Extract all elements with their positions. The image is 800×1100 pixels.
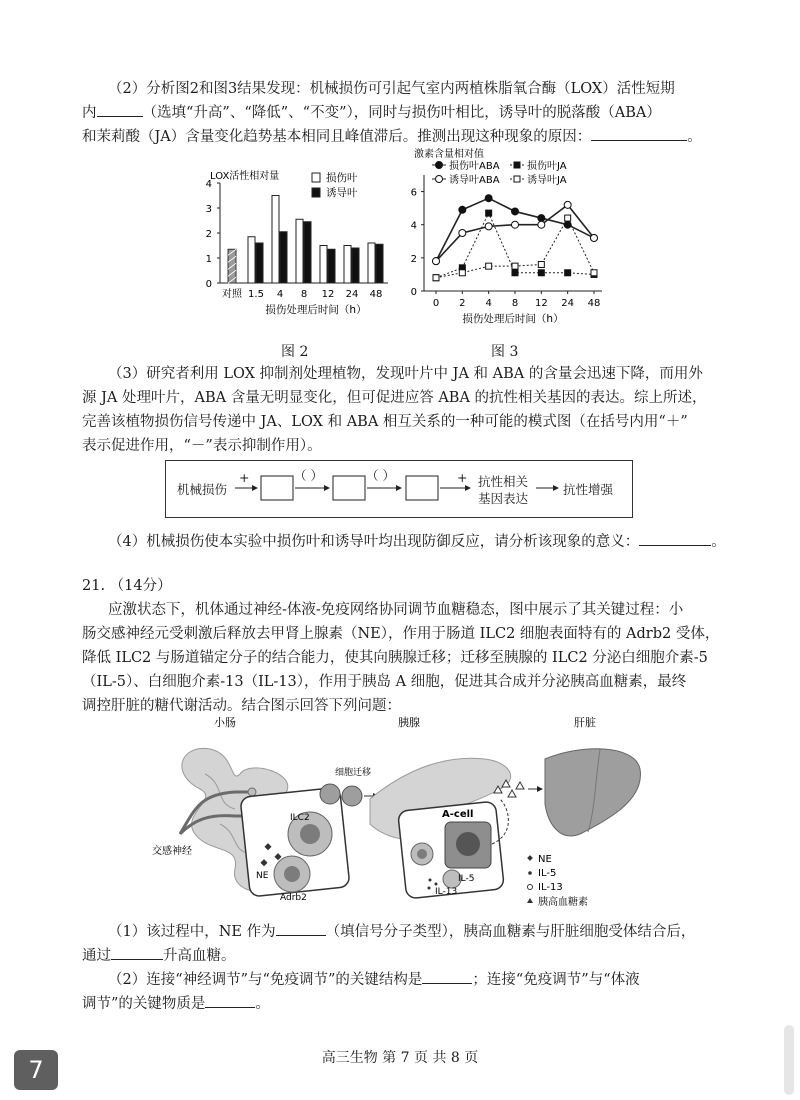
fig3-point xyxy=(486,263,492,269)
q2-line3 xyxy=(82,125,702,146)
fig2-caption: 图 2 xyxy=(281,344,309,360)
q21-p5: 调控肝脏的糖代谢活动。结合图示回答下列问题： xyxy=(82,698,401,714)
fig2-bar xyxy=(328,249,335,283)
fig3-point xyxy=(459,206,466,213)
nerve-label: 交感神经 xyxy=(152,846,192,857)
fig2-legend-label: 损伤叶 xyxy=(326,172,358,184)
fig3-legend-label: 诱导叶JA xyxy=(527,175,567,186)
fig3-point xyxy=(591,270,597,276)
fig2-bar xyxy=(248,237,255,283)
flow-paren-1: （ ） xyxy=(294,468,323,483)
page-number-badge[interactable]: 7 xyxy=(14,1050,58,1090)
q21-p3: 降低 ILC2 与肠道锚定分子的结合能力，使其向胰腺迁移；迁移至胰腺的 ILC2 分泌白细胞介素-5 xyxy=(82,650,708,666)
answer-blank xyxy=(205,993,255,1008)
legend-il13: IL-13 xyxy=(538,882,563,893)
q3-line1: （3）研究者利用 LOX 抑制剂处理植物，发现叶片中 JA 和 ABA 的含量会迅速下降，而用外 xyxy=(108,366,703,382)
answer-blank xyxy=(276,921,326,936)
flow-paren-2: （ ） xyxy=(366,468,395,483)
scrollbar[interactable] xyxy=(784,1025,794,1095)
fig3-point xyxy=(459,270,465,276)
fig2-ytick-label: 2 xyxy=(205,229,212,240)
fig2-xtick-label: 12 xyxy=(321,289,335,300)
fig3-point xyxy=(512,263,518,269)
fig3-point xyxy=(538,270,544,276)
fig3-point xyxy=(512,270,518,276)
fig3-xtick-label: 2 xyxy=(459,298,466,309)
fig3-ytick-label: 6 xyxy=(410,187,417,199)
fig3-xtick-label: 4 xyxy=(485,298,492,309)
fig2-xlabel: 损伤处理后时间（h） xyxy=(265,304,367,316)
fig3-xlabel: 损伤处理后时间（h） xyxy=(462,313,564,325)
q2-line2-start: 内 xyxy=(82,105,97,121)
flow-plus-1: + xyxy=(239,470,250,485)
fig2-bar xyxy=(296,219,303,283)
il13-tag: IL-13 xyxy=(435,887,458,897)
fig2-bar xyxy=(304,222,311,283)
fig2-xtick-label: 24 xyxy=(345,289,359,300)
answer-blank xyxy=(591,126,687,141)
fig3-legend-marker xyxy=(514,176,520,182)
fig3-point xyxy=(486,210,492,216)
q21-2-text-d: 。 xyxy=(255,996,270,1012)
small-intestine-label: 小肠 xyxy=(214,716,236,729)
q21-1-text-c: 通过 xyxy=(82,948,111,964)
fig3-ytick-label: 2 xyxy=(410,253,417,265)
fig3-legend-marker xyxy=(436,176,443,183)
q2-line3-end: 。 xyxy=(687,129,702,145)
fig2-legend-swatch xyxy=(312,188,320,197)
fig3-xtick-label: 8 xyxy=(511,298,519,309)
neuro-immune-diagram xyxy=(140,714,660,914)
pancreas-label: 胰腺 xyxy=(398,716,420,729)
fig2-bar xyxy=(368,243,375,283)
fig3-point xyxy=(538,221,545,228)
q21-p2: 肠交感神经元受刺激后释放去甲肾上腺素（NE），作用于肠道 ILC2 细胞表面特有的 Adrb2 受体， xyxy=(82,626,720,642)
q4-text: （4）机械损伤使本实验中损伤叶和诱导叶均出现防御反应，请分析该现象的意义： xyxy=(108,534,640,550)
fig2-legend-label: 诱导叶 xyxy=(326,187,358,199)
fig3-point xyxy=(512,208,519,215)
q21-p4: （IL-5）、白细胞介素-13（IL-13），作用于胰岛 A 细胞，促进其合成并分泌胰高血糖素，最终 xyxy=(82,674,687,690)
fig2-bar xyxy=(376,244,383,283)
fig3-point xyxy=(565,270,571,276)
adrb2-label: Adrb2 xyxy=(280,893,307,903)
fig2-bar-chart xyxy=(190,165,400,333)
fig2-xtick-label: 对照 xyxy=(222,289,242,300)
fig3-point xyxy=(538,215,545,222)
fig2-bar xyxy=(320,246,327,284)
fig3-point xyxy=(538,261,544,267)
fig2-bar xyxy=(280,232,287,283)
fig2-ytick-label: 4 xyxy=(205,179,212,190)
liver-shape xyxy=(545,749,640,836)
q2-line3-start: 和茉莉酸（JA）含量变化趋势基本相同且峰值滞后。推测出现这种现象的原因： xyxy=(82,129,592,145)
q4-end: 。 xyxy=(711,534,726,550)
liver-label: 肝脏 xyxy=(574,716,596,729)
migrating-cell xyxy=(342,786,362,806)
q21-1-line2 xyxy=(82,944,236,965)
fig3-caption: 图 3 xyxy=(491,344,519,360)
fig3-ytick-label: 0 xyxy=(410,287,417,298)
q21-2-text-b: ；连接“免疫调节”与“体液 xyxy=(472,972,640,988)
fig3-point xyxy=(485,223,492,230)
fig3-point xyxy=(485,195,492,202)
legend-glucagon: 胰高血糖素 xyxy=(538,897,588,908)
fig3-xtick-label: 12 xyxy=(534,298,548,309)
flow-gene-2: 基因表达 xyxy=(478,491,529,506)
fig2-ylabel: LOX活性相对量 xyxy=(210,171,280,182)
q21-1-line1 xyxy=(108,920,695,941)
legend-il5: IL-5 xyxy=(538,868,557,879)
fig3-legend-label: 诱导叶ABA xyxy=(449,175,500,186)
fig3-point xyxy=(591,234,598,241)
q21-2-text-a: （2）连接“神经调节”与“免疫调节”的关键结构是 xyxy=(108,972,423,988)
fig2-ytick-label: 1 xyxy=(205,254,212,265)
fig2-bar xyxy=(272,196,279,284)
q21-p1: 应激状态下，机体通过神经-体液-免疫网络协同调节血糖稳态，图中展示了其关键过程：小 xyxy=(108,602,684,618)
fig3-ylabel: 激素含量相对值 xyxy=(414,149,484,160)
q21-2-line2 xyxy=(82,992,270,1013)
q21-1-text-d: 升高血糖。 xyxy=(163,948,236,964)
q21-1-text-b: （填信号分子类型），胰高血糖素与肝脏细胞受体结合后， xyxy=(325,924,696,940)
q4-line1 xyxy=(108,530,726,551)
fig3-xtick-label: 0 xyxy=(432,298,440,309)
fig3-point xyxy=(433,258,440,265)
fig3-legend-marker xyxy=(514,162,520,168)
fig3-ytick-label: 4 xyxy=(410,220,417,232)
fig3-legend-label: 损伤叶JA xyxy=(527,161,567,172)
fig2-xtick-label: 1.5 xyxy=(248,289,264,300)
fig2-bar xyxy=(344,246,351,284)
fig2-ytick-label: 0 xyxy=(205,279,212,290)
il5-tag: IL-5 xyxy=(458,874,475,884)
q2-line2-rest: （选填“升高”、“降低”、“不变”），同时与损伤叶相比，诱导叶的脱落酸（ABA） xyxy=(142,105,661,121)
fig3-legend-marker xyxy=(436,162,443,169)
fig3-point xyxy=(564,201,571,208)
fig2-legend-swatch xyxy=(312,173,320,182)
q21-2-text-c: 调节”的关键物质是 xyxy=(82,996,206,1012)
answer-blank xyxy=(111,945,163,960)
ilc2-label: ILC2 xyxy=(290,813,310,823)
q3-line2: 源 JA 处理叶片，ABA 含量无明显变化，但可促进应答 ABA 的抗性相关基因的表达。综上所述， xyxy=(82,390,707,406)
flow-gene-1: 抗性相关 xyxy=(478,474,529,489)
fig2-xtick-label: 48 xyxy=(369,289,383,300)
answer-blank xyxy=(422,969,472,984)
fig3-point xyxy=(459,230,466,237)
q21-number: 21. （14分） xyxy=(82,578,172,594)
fig2-xtick-label: 4 xyxy=(276,289,284,300)
diagram-legend xyxy=(527,854,588,908)
fig3-xtick-label: 24 xyxy=(561,298,575,309)
ne-tag: NE xyxy=(256,871,269,881)
answer-blank xyxy=(97,102,143,117)
fig2-xtick-label: 8 xyxy=(300,289,308,300)
legend-ne: NE xyxy=(538,854,552,865)
page-footer: 高三生物 第 7 页 共 8 页 xyxy=(321,1050,479,1066)
fig3-point xyxy=(565,215,571,221)
q2-line1: （2）分析图2和图3结果发现：机械损伤可引起气室内两植株脂氧合酶（LOX）活性短期 xyxy=(108,81,675,97)
flow-end: 抗性增强 xyxy=(563,482,614,497)
fig3-legend-label: 损伤叶ABA xyxy=(449,161,500,172)
migration-label: 细胞迁移 xyxy=(335,768,372,778)
q3-line3: 完善该植物损伤信号传递中 JA、LOX 和 ABA 相互关系的一种可能的模式图（在括号内用“＋” xyxy=(82,414,688,430)
flow-start: 机械损伤 xyxy=(177,482,228,497)
flow-plus-2: + xyxy=(457,470,468,485)
q21-2-line1 xyxy=(108,968,640,989)
migrating-cell xyxy=(320,784,340,804)
fig2-bar xyxy=(352,248,359,283)
q3-line4: 表示促进作用，“－”表示抑制作用）。 xyxy=(82,438,322,454)
fig3-point xyxy=(564,221,571,228)
acell-label: A-cell xyxy=(442,809,474,820)
answer-blank xyxy=(639,531,711,546)
fig2-bar xyxy=(256,243,263,283)
fig3-point xyxy=(433,275,439,281)
fig3-line-chart xyxy=(402,145,614,333)
q21-1-text-a: （1）该过程中，NE 作为 xyxy=(108,924,276,940)
fig3-xtick-label: 48 xyxy=(587,298,601,309)
q2-line2 xyxy=(82,101,661,122)
fig2-ytick-label: 3 xyxy=(205,204,212,215)
fig3-point xyxy=(512,221,519,228)
